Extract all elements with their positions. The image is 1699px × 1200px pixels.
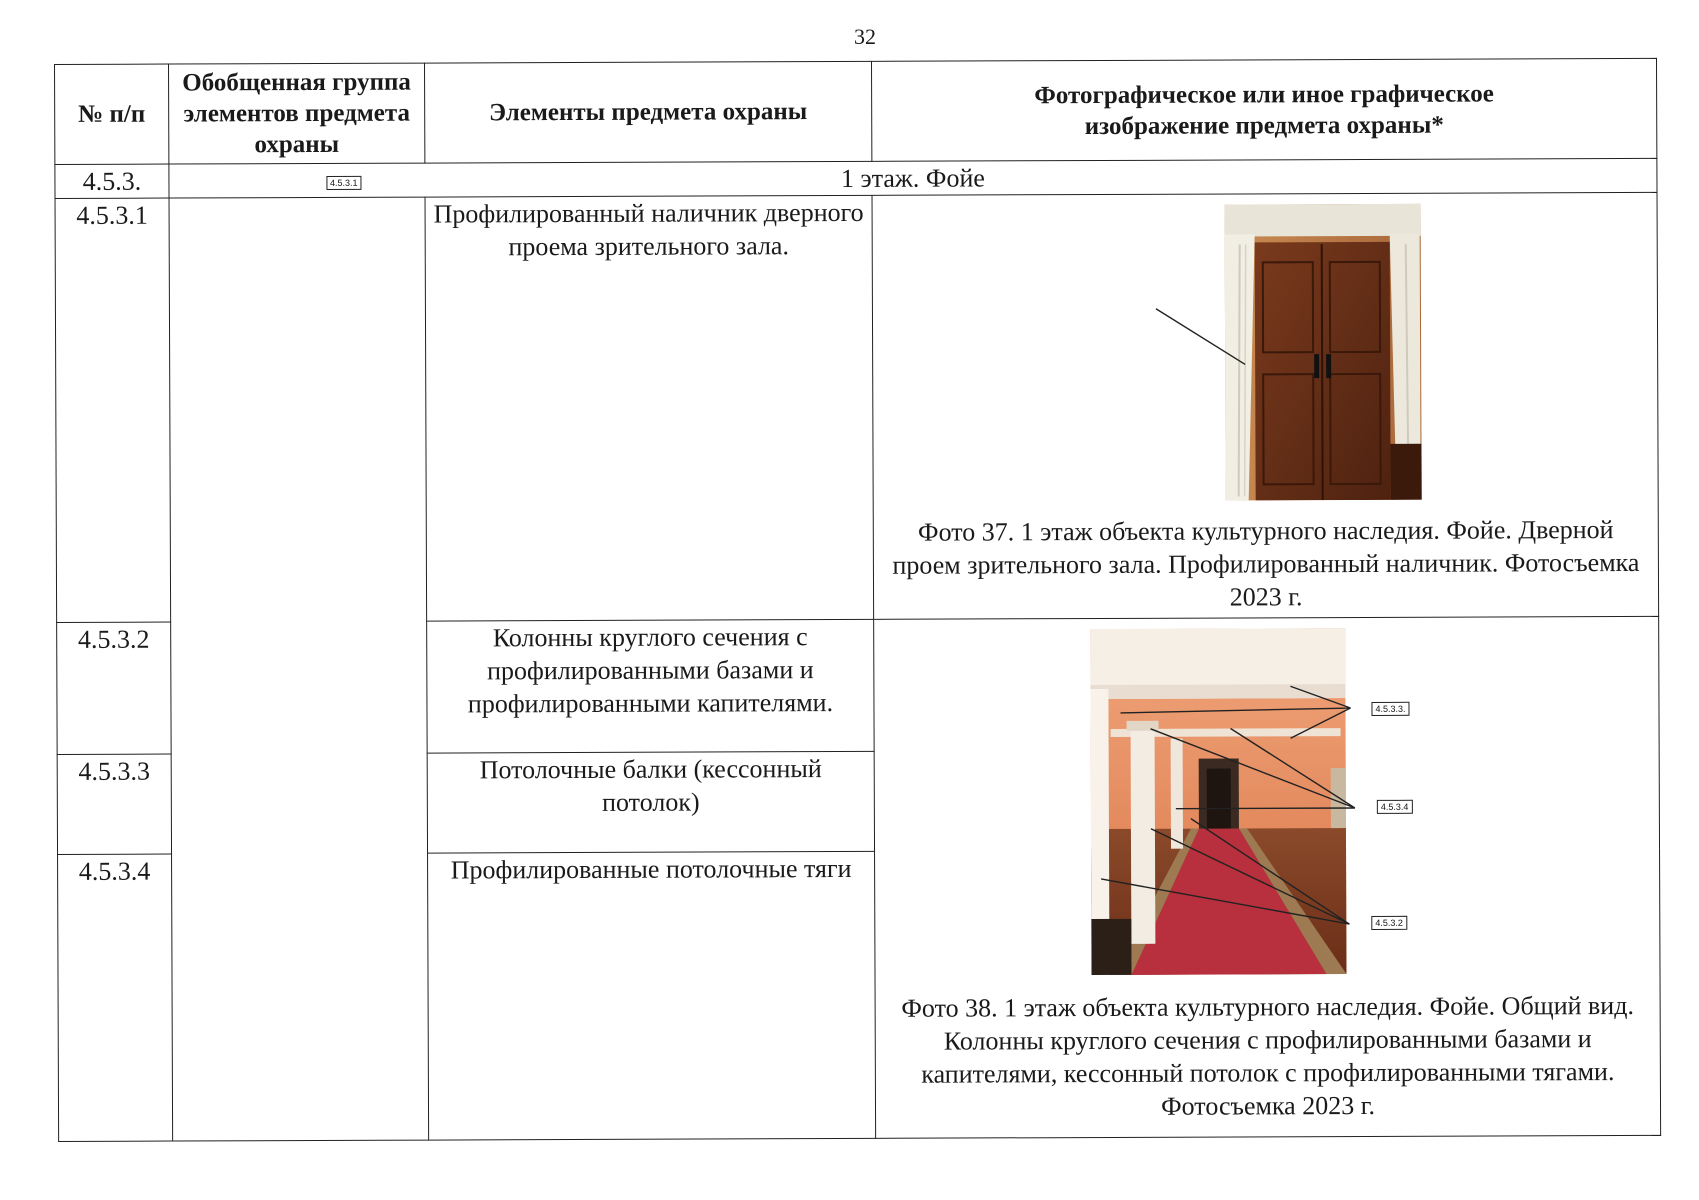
row-num: 4.5.3.1 xyxy=(55,198,171,622)
table-header-row xyxy=(55,58,1657,164)
section-title: 1 этаж. Фойе xyxy=(169,158,1657,198)
header-image: Фотографическое или иное графическое изображение предмета охраны* xyxy=(871,58,1656,161)
photo-38-tag-columns: 4.5.3.2 xyxy=(1371,916,1407,930)
row-num: 4.5.3.3 xyxy=(57,754,171,854)
row-num: 4.5.3.2 xyxy=(57,622,172,754)
row-element: Профилированные потолочные тяги xyxy=(428,851,876,1140)
photo-38-tag-rods: 4.5.3.4 xyxy=(1377,800,1413,814)
section-num: 4.5.3. xyxy=(55,164,169,198)
header-num: № п/п xyxy=(55,64,169,164)
row-element: Колонны круглого сечения с профилированными базами и профилированными капителями. xyxy=(427,619,875,753)
photo-38-caption: Фото 38. 1 этаж объекта культурного наследия. Фойе. Общий вид. Колонны круглого сечения с профилированными базами и капителями, кессонный потолок с профилированными тягами. Фотосъемка 2023 г. xyxy=(901,990,1634,1121)
photo-cell xyxy=(874,616,1661,1138)
row-element: Профилированный наличник дверного проема зрительного зала. xyxy=(425,195,874,621)
protection-elements-table xyxy=(54,58,1661,1142)
header-elements: Элементы предмета охраны xyxy=(424,61,871,163)
table-row xyxy=(55,192,1659,622)
page-number: 32 xyxy=(854,24,876,49)
group-cell xyxy=(169,197,429,1141)
row-element: Потолочные балки (кессонный потолок) xyxy=(427,751,874,853)
photo-37-image xyxy=(1100,204,1431,501)
row-num: 4.5.3.4 xyxy=(58,854,173,1141)
header-group: Обобщенная группа элементов предмета охраны xyxy=(169,63,425,164)
photo-37-tag: 4.5.3.1 xyxy=(326,175,362,189)
photo-38-tag-beams: 4.5.3.3. xyxy=(1371,702,1409,716)
photo-37-caption: Фото 37. 1 этаж объекта культурного наследия. Фойе. Дверной проем зрительного зала. Профилированный наличник. Фотосъемка 2023 г. xyxy=(892,515,1640,612)
